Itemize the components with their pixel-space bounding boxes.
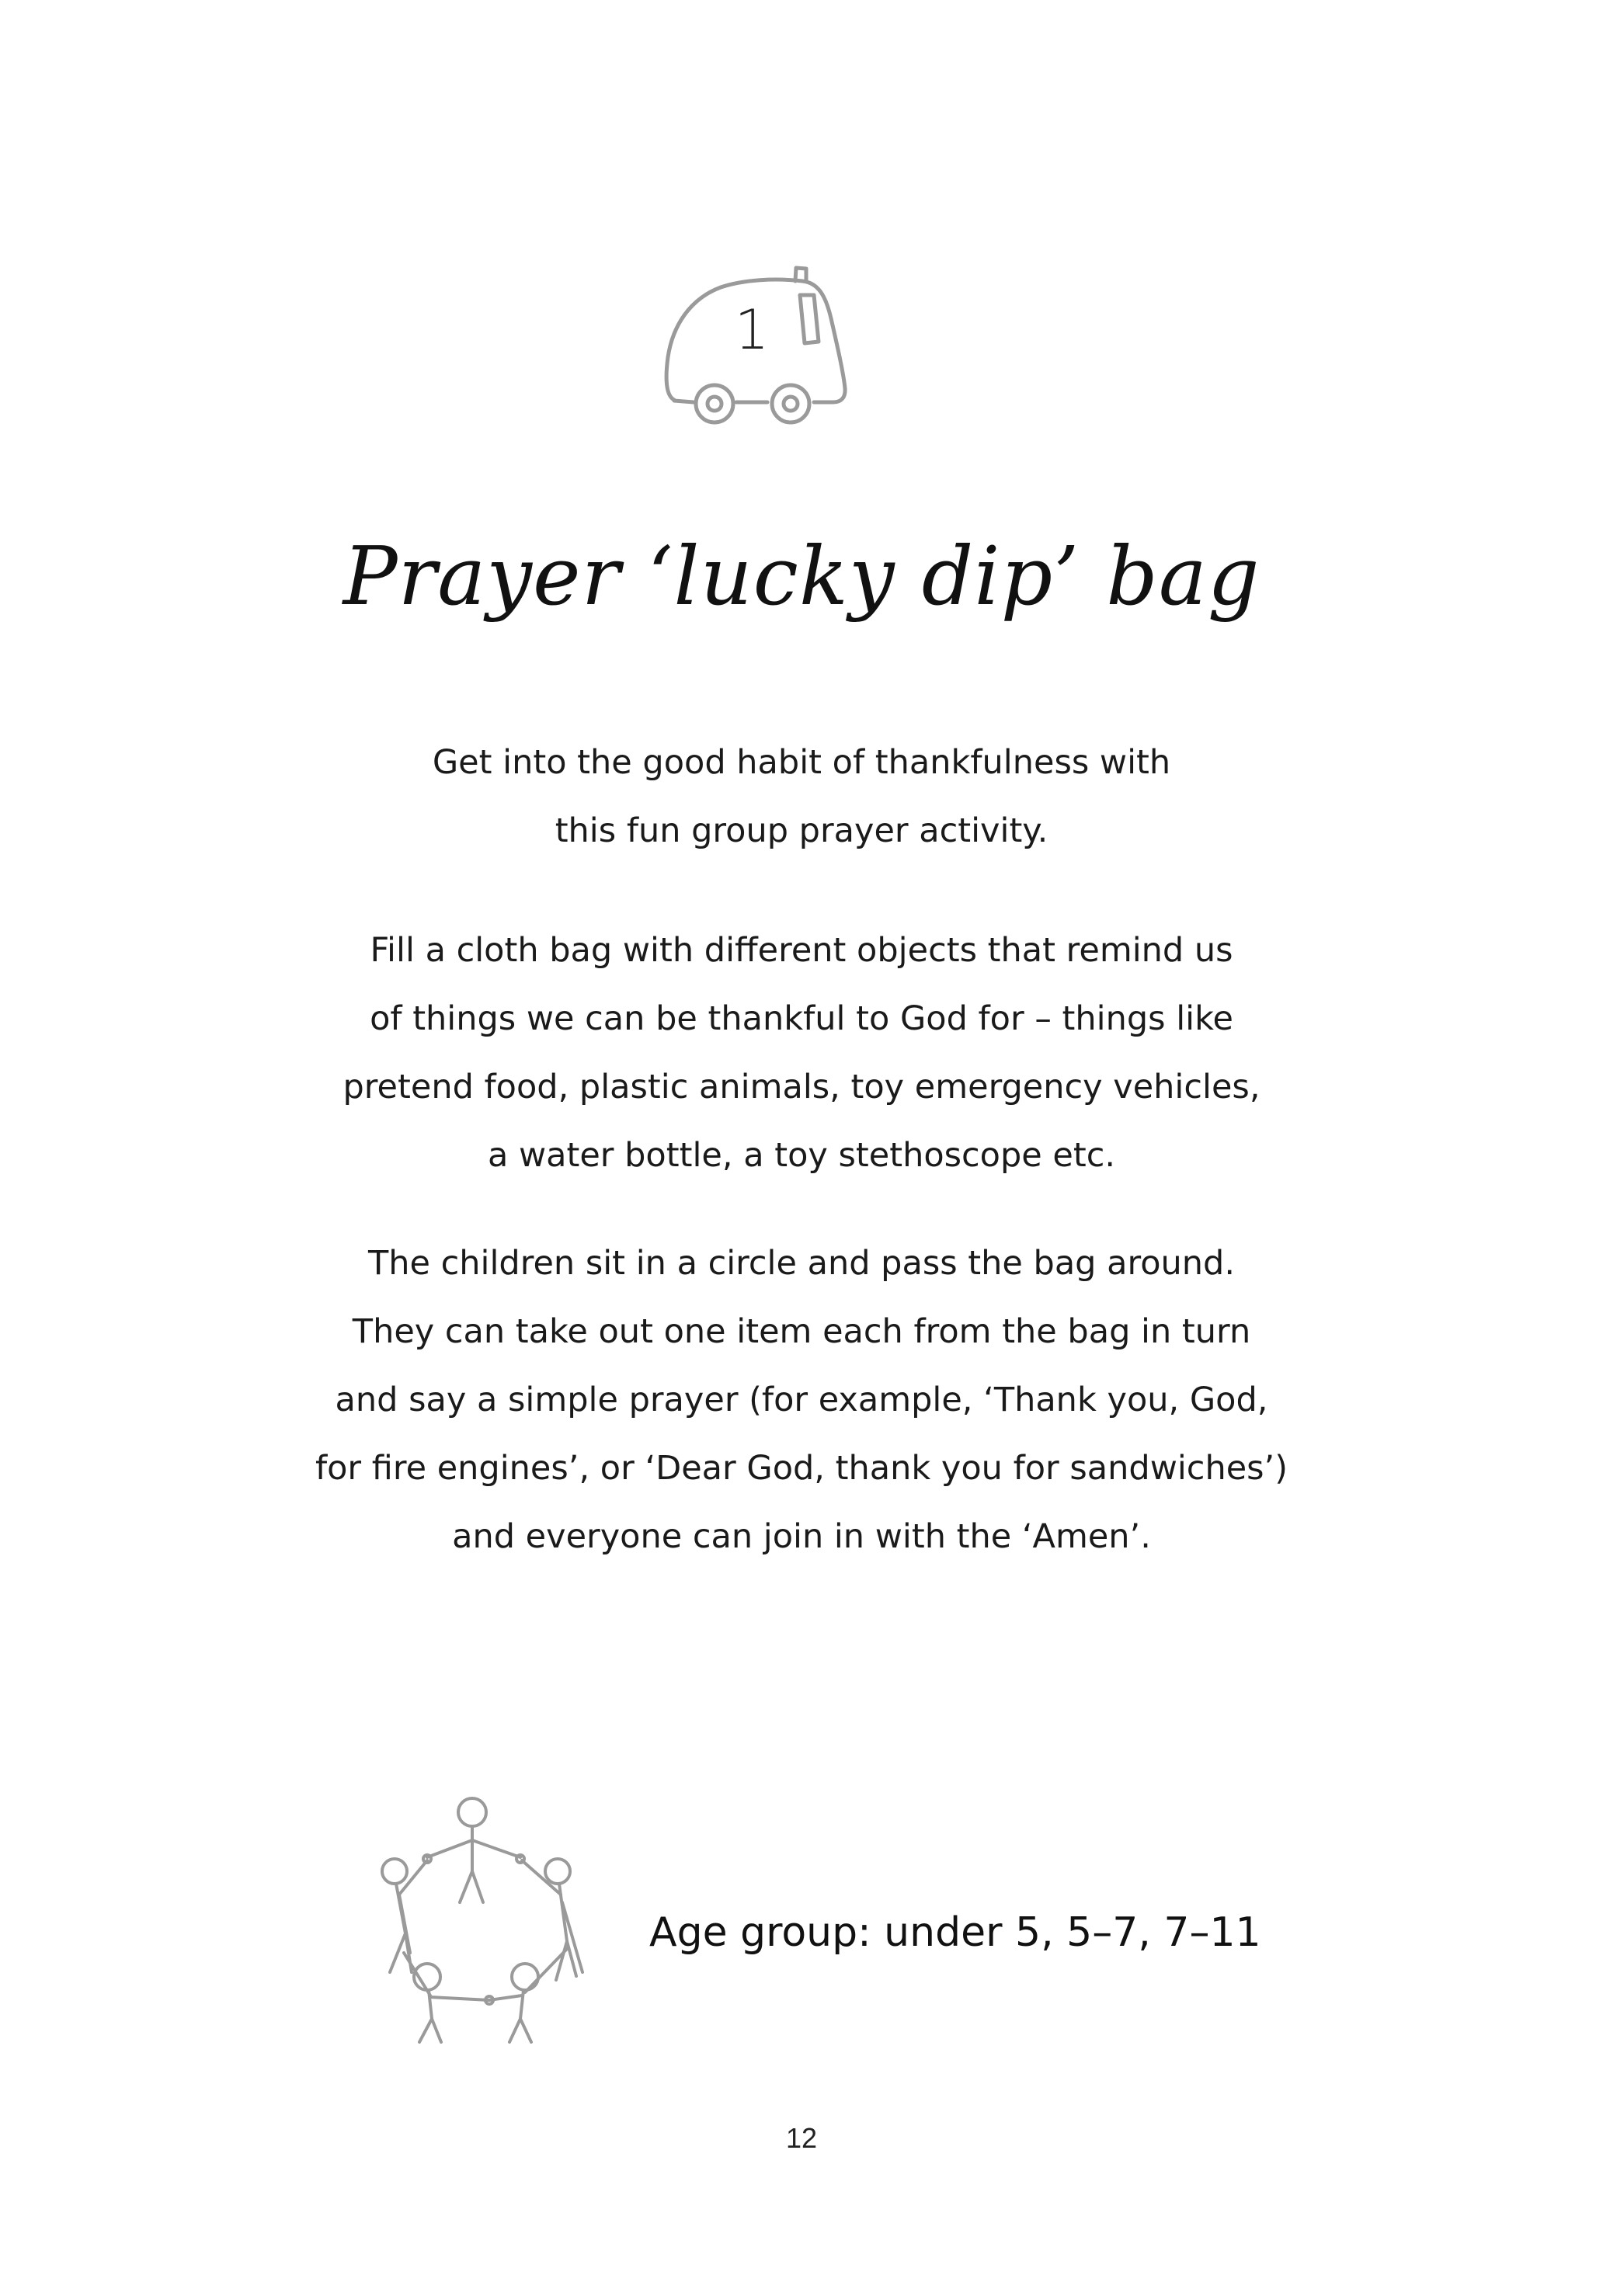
paragraph-line: for fire engines’, or ‘Dear God, thank you for sandwiches’) xyxy=(315,1449,1288,1488)
page-title: Prayer ‘lucky dip’ bag xyxy=(343,529,1260,623)
chapter-number: 1 xyxy=(734,298,770,362)
paragraph-line: of things we can be thankful to God for – things like xyxy=(370,999,1233,1038)
paragraph-line: Get into the good habit of thankfulness with xyxy=(432,743,1171,782)
paragraph-line: Fill a cloth bag with different objects that remind us xyxy=(370,931,1233,970)
paragraph-line: The children sit in a circle and pass the bag around. xyxy=(367,1244,1236,1283)
paragraph-line: and everyone can join in with the ‘Amen’. xyxy=(452,1517,1151,1556)
paragraph-line: and say a simple prayer (for example, ‘Thank you, God, xyxy=(335,1381,1268,1419)
paragraph-line: They can take out one item each from the bag in turn xyxy=(352,1312,1251,1351)
age-group-label: Age group: under 5, 5–7, 7–11 xyxy=(649,1909,1261,1956)
instructions-paragraph xyxy=(233,916,1370,1190)
paragraph-line: this fun group prayer activity. xyxy=(555,811,1048,850)
paragraph-line: pretend food, plastic animals, toy emergency vehicles, xyxy=(343,1068,1260,1106)
paragraph-line: a water bottle, a toy stethoscope etc. xyxy=(487,1136,1116,1175)
children-circle-icon xyxy=(373,1786,606,2050)
intro-paragraph xyxy=(233,728,1370,865)
activity-paragraph xyxy=(233,1229,1370,1571)
page-number: 12 xyxy=(785,2122,818,2154)
